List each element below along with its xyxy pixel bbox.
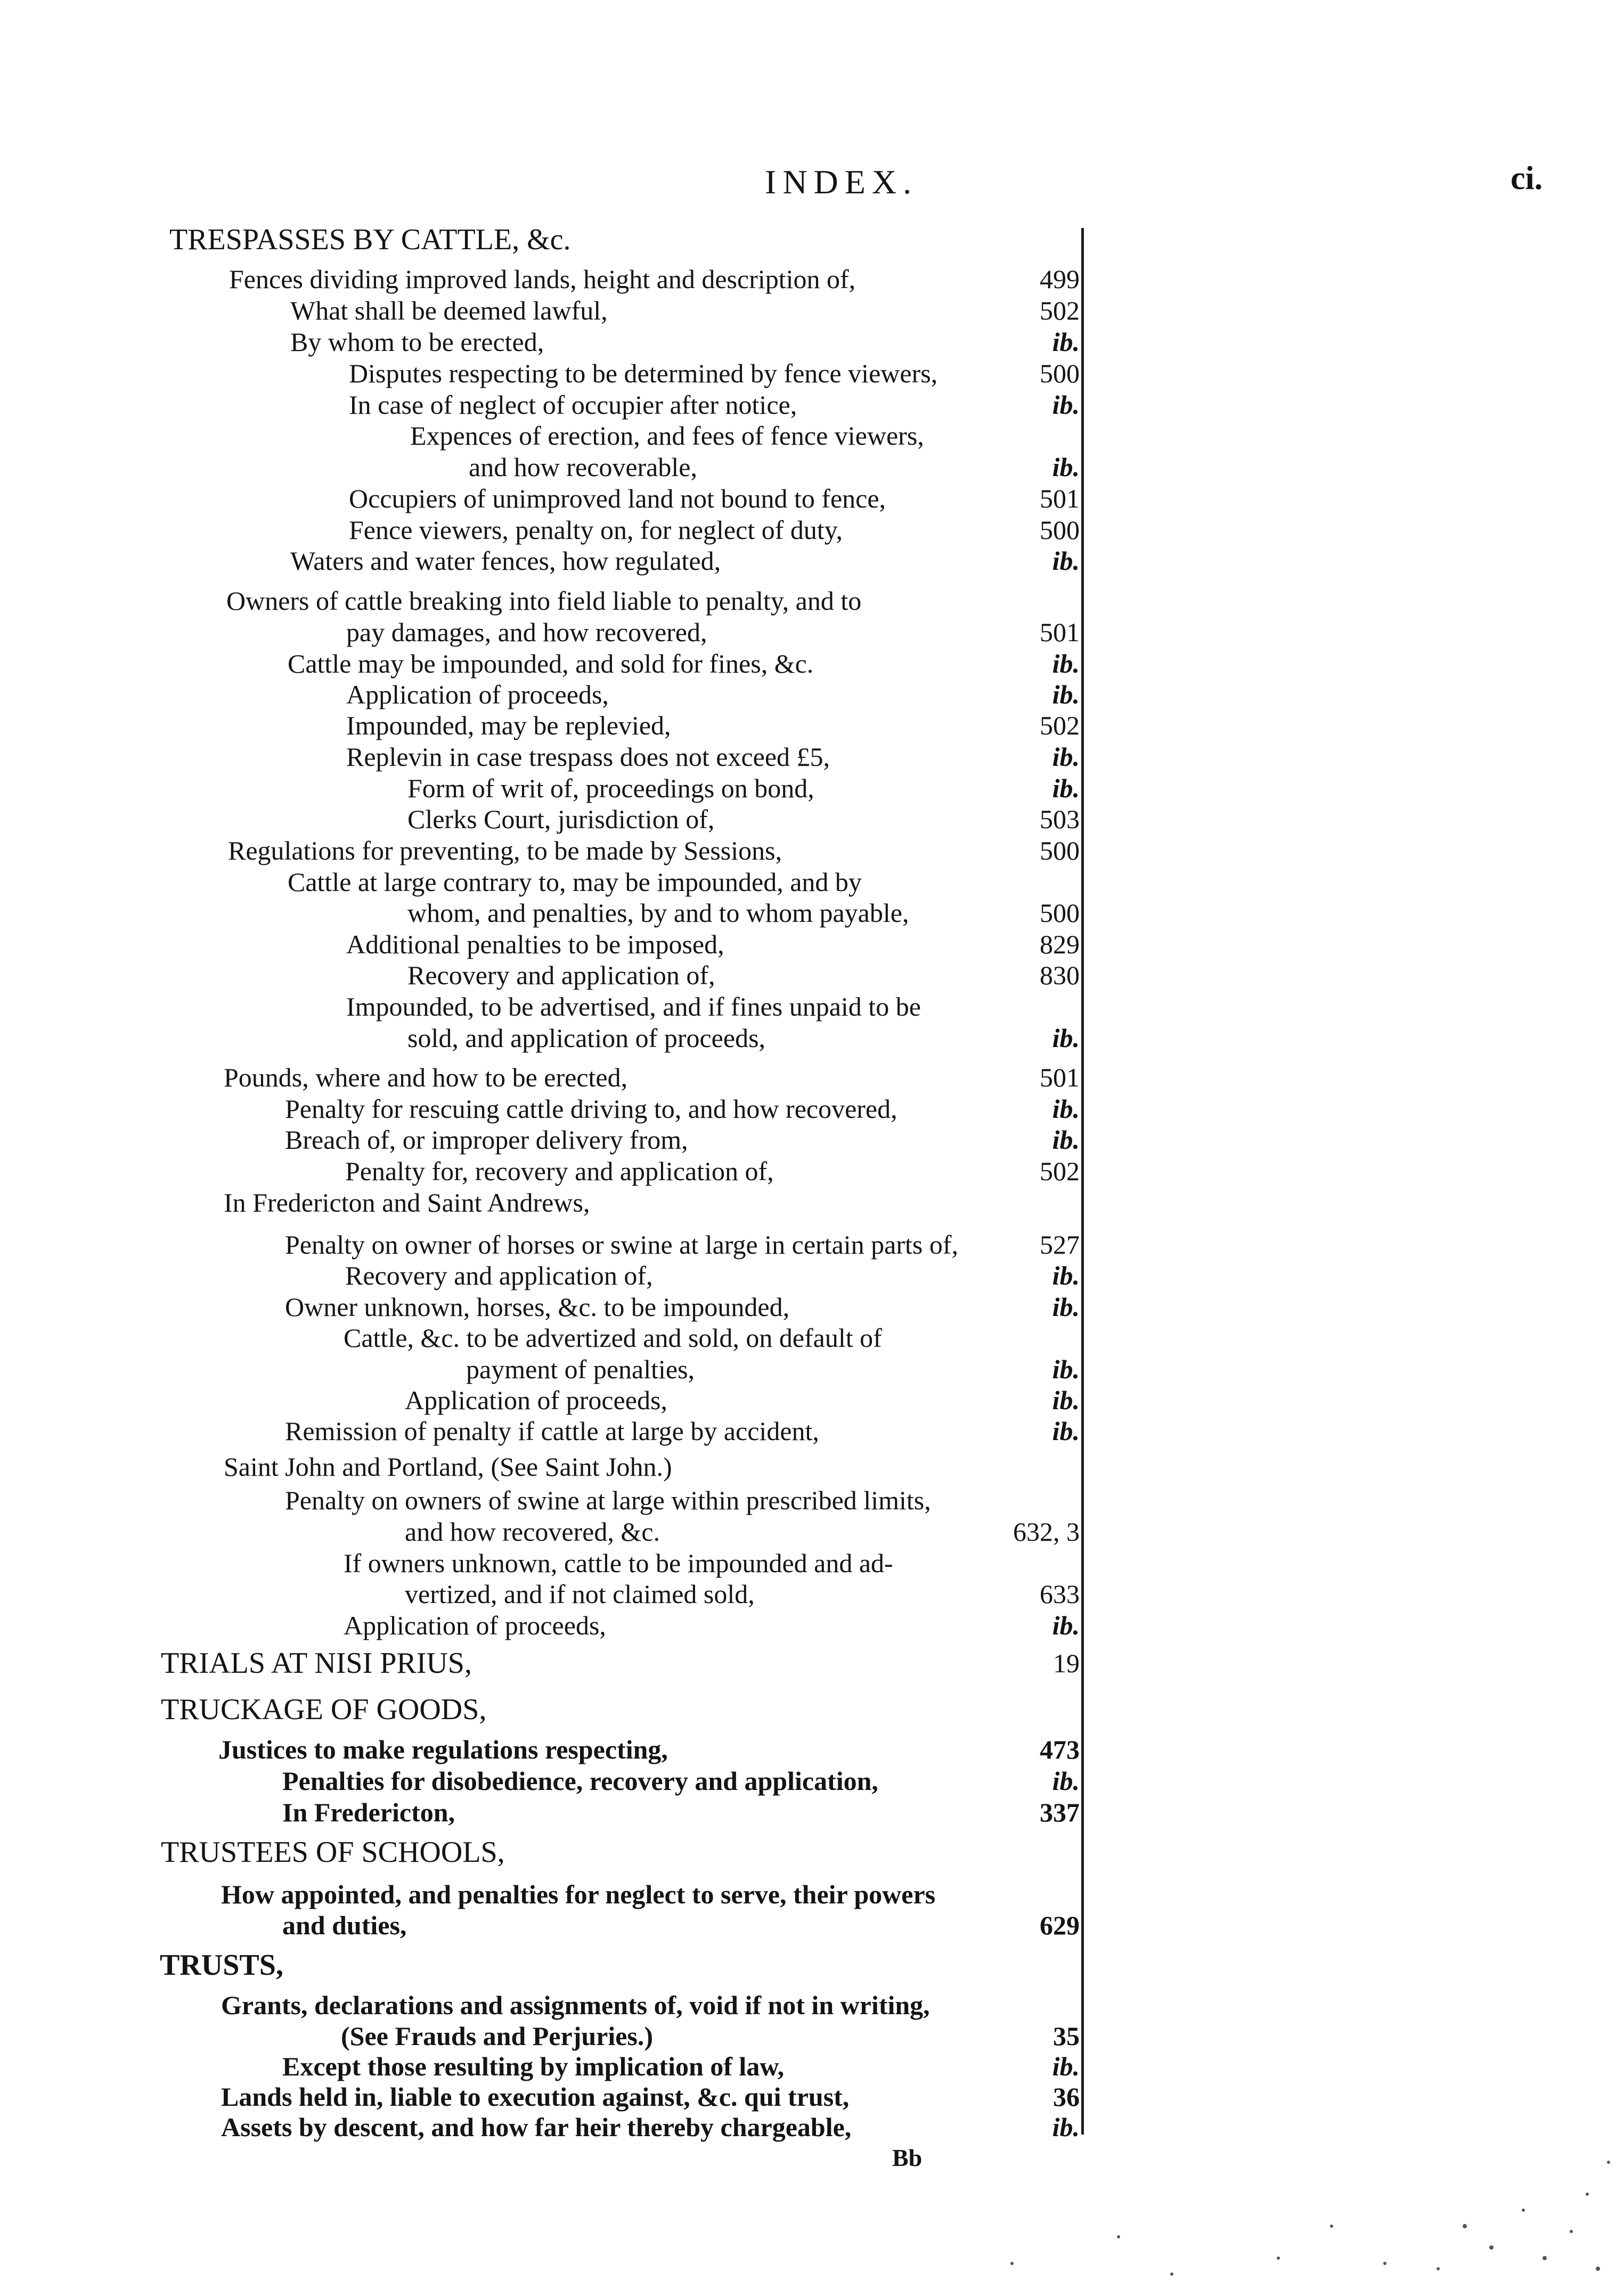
entry-text: Occupiers of unimproved land not bound to fence,: [349, 484, 886, 513]
signature-mark: Bb: [892, 2144, 923, 2171]
entry-text: whom, and penalties, by and to whom payable,: [407, 898, 909, 928]
page-reference: 473: [1040, 1735, 1080, 1764]
page-reference: 501: [1040, 617, 1080, 647]
entry-text: Impounded, may be replevied,: [346, 710, 671, 740]
page-reference: 501: [1040, 1062, 1080, 1092]
page-reference: ib.: [1052, 742, 1080, 772]
page-reference: ib.: [1052, 649, 1080, 678]
page-reference: ib.: [1052, 1385, 1080, 1415]
entry-text: Recovery and application of,: [407, 960, 715, 990]
entry-text: Penalty for, recovery and application of,: [345, 1156, 774, 1186]
page-reference: ib.: [1052, 2051, 1080, 2081]
page-reference: 337: [1040, 1797, 1080, 1827]
entry-text: Regulations for preventing, to be made by Sessions,: [228, 836, 782, 865]
page-reference: ib.: [1052, 1094, 1080, 1124]
page-reference: 500: [1040, 836, 1080, 865]
entry-text: In Fredericton and Saint Andrews,: [224, 1188, 590, 1217]
page-reference: 502: [1040, 296, 1080, 325]
page-reference: 501: [1040, 484, 1080, 513]
entry-text: In Fredericton,: [282, 1797, 455, 1827]
entry-text: Application of proceeds,: [344, 1610, 606, 1640]
entry-text: Owner unknown, horses, &c. to be impounded,: [285, 1292, 790, 1322]
page-reference: 35: [1053, 2021, 1080, 2051]
entry-text: Application of proceeds,: [346, 680, 609, 709]
page-reference: 502: [1040, 1156, 1080, 1186]
entry-text: How appointed, and penalties for neglect to serve, their powers: [221, 1879, 936, 1909]
entry-text: Cattle may be impounded, and sold for fines, &c.: [288, 649, 814, 678]
entry-text: sold, and application of proceeds,: [407, 1023, 766, 1053]
entry-text: Clerks Court, jurisdiction of,: [407, 804, 715, 834]
entry-text: Pounds, where and how to be erected,: [224, 1062, 628, 1092]
entry-text: and how recovered, &c.: [405, 1517, 660, 1547]
entry-text: Penalty on owners of swine at large within prescribed limits,: [285, 1485, 931, 1515]
page-reference: ib.: [1052, 390, 1080, 420]
entry-text: Disputes respecting to be determined by fence viewers,: [349, 358, 938, 388]
page-reference: 500: [1040, 358, 1080, 388]
entry-text: Remission of penalty if cattle at large by accident,: [285, 1416, 819, 1446]
page-reference: ib.: [1052, 327, 1080, 357]
entry-text: Saint John and Portland, (See Saint John.): [224, 1452, 672, 1482]
page-reference: 527: [1040, 1230, 1080, 1260]
entry-text: Recovery and application of,: [345, 1261, 653, 1290]
page-reference: ib.: [1052, 773, 1080, 803]
page-reference: 632, 3: [1013, 1517, 1080, 1547]
page-reference: ib.: [1052, 680, 1080, 709]
entry-text: In case of neglect of occupier after notice,: [349, 390, 797, 420]
entry-text: What shall be deemed lawful,: [290, 296, 608, 325]
entry-text: Additional penalties to be imposed,: [346, 929, 724, 959]
page-header-title: INDEX.: [765, 163, 918, 201]
page-reference: ib.: [1052, 1416, 1080, 1446]
entry-text: Cattle at large contrary to, may be impounded, and by: [288, 867, 862, 897]
entry-text: Penalty on owner of horses or swine at large in certain parts of,: [285, 1230, 958, 1260]
page-reference: ib.: [1052, 1610, 1080, 1640]
entry-text: and how recoverable,: [469, 452, 697, 482]
page-reference: 629: [1040, 1910, 1080, 1940]
page-reference: 830: [1040, 960, 1080, 990]
entry-text: Form of writ of, proceedings on bond,: [407, 773, 814, 803]
entry-text: TRUSTEES OF SCHOOLS,: [161, 1836, 505, 1869]
entry-text: TRUCKAGE OF GOODS,: [161, 1693, 487, 1726]
entry-text: Lands held in, liable to execution against, &c. qui trust,: [221, 2082, 850, 2112]
entry-text: Owners of cattle breaking into field liable to penalty, and to: [226, 586, 862, 616]
entry-text: Penalties for disobedience, recovery and application,: [282, 1766, 878, 1796]
page-reference: 829: [1040, 929, 1080, 959]
entry-text: Penalty for rescuing cattle driving to, and how recovered,: [285, 1094, 897, 1124]
entry-text: Expences of erection, and fees of fence viewers,: [410, 421, 924, 451]
page-reference: ib.: [1052, 2112, 1080, 2142]
page-reference: 633: [1040, 1579, 1080, 1609]
entry-text: Breach of, or improper delivery from,: [285, 1125, 688, 1155]
entry-text: Assets by descent, and how far heir thereby chargeable,: [221, 2112, 852, 2142]
entry-text: vertized, and if not claimed sold,: [405, 1579, 755, 1609]
entry-text: Replevin in case trespass does not exceed £5,: [346, 742, 830, 772]
page-reference: 502: [1040, 710, 1080, 740]
entry-text: (See Frauds and Perjuries.): [341, 2021, 654, 2051]
entry-text: Grants, declarations and assignments of, void if not in writing,: [221, 1990, 930, 2020]
page-reference: ib.: [1052, 1766, 1080, 1796]
entry-text: Cattle, &c. to be advertized and sold, on default of: [344, 1323, 882, 1353]
entry-text: pay damages, and how recovered,: [346, 617, 707, 647]
page-reference: ib.: [1052, 1125, 1080, 1155]
page-reference: ib.: [1052, 1354, 1080, 1384]
page-reference: ib.: [1052, 546, 1080, 576]
page-reference: 500: [1040, 515, 1080, 545]
page-reference: ib.: [1052, 1261, 1080, 1290]
entry-text: TRESPASSES BY CATTLE, &c.: [169, 223, 571, 256]
page-folio: ci.: [1511, 160, 1543, 197]
entry-text: Fence viewers, penalty on, for neglect of duty,: [349, 515, 843, 545]
entry-text: payment of penalties,: [466, 1354, 695, 1384]
page-reference: 19: [1053, 1648, 1080, 1678]
page-reference: 503: [1040, 804, 1080, 834]
page-reference: ib.: [1052, 1292, 1080, 1322]
entry-text: Application of proceeds,: [405, 1385, 667, 1415]
page-reference: 499: [1040, 264, 1080, 294]
entry-text: TRIALS AT NISI PRIUS,: [161, 1647, 472, 1680]
entry-text: and duties,: [282, 1910, 407, 1940]
entry-text: Fences dividing improved lands, height and description of,: [229, 264, 856, 294]
page-reference: 500: [1040, 898, 1080, 928]
entry-text: If owners unknown, cattle to be impounded and ad-: [344, 1548, 893, 1578]
entry-text: Impounded, to be advertised, and if fines unpaid to be: [346, 992, 921, 1021]
entry-text: Justices to make regulations respecting,: [218, 1735, 668, 1764]
entry-text: By whom to be erected,: [290, 327, 544, 357]
entry-text: Waters and water fences, how regulated,: [290, 546, 721, 576]
page-reference: 36: [1053, 2082, 1080, 2112]
page-reference: ib.: [1052, 452, 1080, 482]
page-reference: ib.: [1052, 1023, 1080, 1053]
entry-text: TRUSTS,: [160, 1949, 283, 1982]
entry-text: Except those resulting by implication of law,: [282, 2051, 785, 2081]
